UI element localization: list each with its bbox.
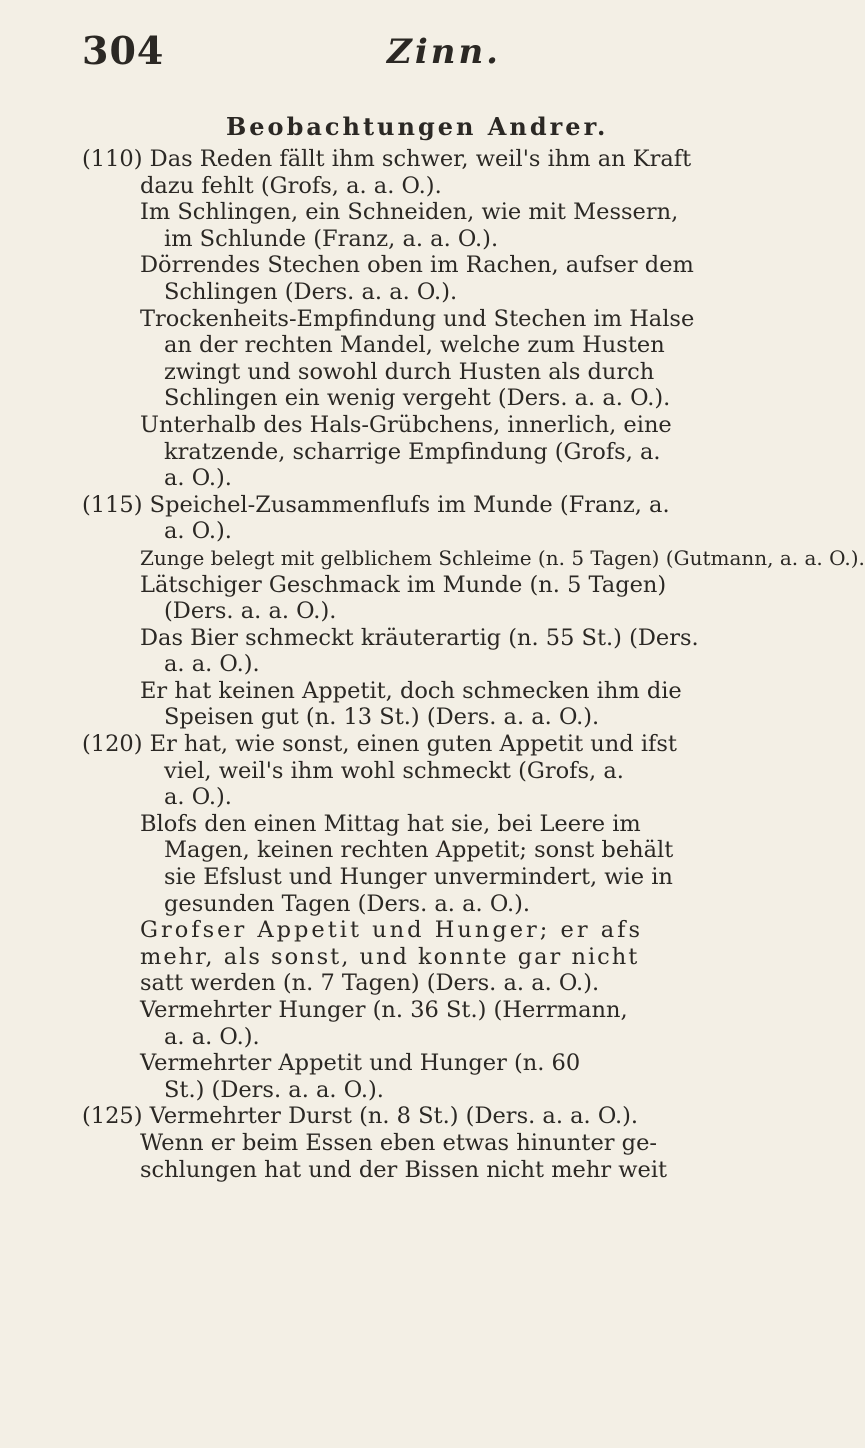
text-line: kratzende, scharrige Empfindung (Grofs, a.	[164, 438, 661, 465]
text-line: Unterhalb des Hals-Grübchens, innerlich, eine	[140, 411, 672, 438]
text-line: Grofser Appetit und Hunger; er afs	[140, 917, 644, 944]
text-line: viel, weil's ihm wohl schmeckt (Grofs, a.	[164, 757, 624, 784]
text-line: mehr, als sonst, und konnte gar nicht	[140, 943, 640, 970]
text-line: Speisen gut (n. 13 St.) (Ders. a. a. O.).	[164, 704, 600, 731]
text-line: Blofs den einen Mittag hat sie, bei Leere im	[140, 810, 641, 837]
text-line: Magen, keinen rechten Appetit; sonst behält	[164, 837, 674, 864]
text-line: a. a. O.).	[164, 651, 260, 678]
text-line: St.) (Ders. a. a. O.).	[164, 1076, 384, 1103]
text-line: (120) Er hat, wie sonst, einen guten Appetit und ifst	[82, 731, 677, 758]
text-line: (110) Das Reden fällt ihm schwer, weil's ihm an Kraft	[82, 146, 692, 172]
text-line: Zunge belegt mit gelblichem Schleime (n. 5 Tagen) (Gutmann, a. a. O.).	[140, 545, 865, 570]
page-header	[82, 28, 760, 78]
text-line: gesunden Tagen (Ders. a. a. O.).	[164, 890, 531, 917]
text-line: an der rechten Mandel, welche zum Husten	[164, 332, 665, 359]
body-text	[82, 146, 865, 1183]
text-line: Schlingen (Ders. a. a. O.).	[164, 278, 458, 305]
text-line: dazu fehlt (Grofs, a. a. O.).	[140, 172, 442, 199]
text-line: Das Bier schmeckt kräuterartig (n. 55 St.) (Ders.	[140, 624, 699, 651]
text-line: a. O.).	[164, 784, 232, 811]
running-title: Zinn.	[387, 32, 502, 72]
text-line: Im Schlingen, ein Schneiden, wie mit Messern,	[140, 199, 679, 226]
text-line: Er hat keinen Appetit, doch schmecken ihm die	[140, 677, 682, 704]
text-line: (125) Vermehrter Durst (n. 8 St.) (Ders. a. a. O.).	[82, 1103, 639, 1130]
text-line: a. a. O.).	[164, 1023, 260, 1050]
text-line: schlungen hat und der Bissen nicht mehr weit	[140, 1156, 668, 1183]
page-number: 304	[82, 28, 165, 73]
section-heading: Beobachtungen Andrer.	[226, 112, 609, 141]
text-line: Vermehrter Hunger (n. 36 St.) (Herrmann,	[140, 997, 628, 1023]
text-line: (115) Speichel-Zusammenflufs im Munde (Franz, a.	[82, 491, 670, 518]
text-line: satt werden (n. 7 Tagen) (Ders. a. a. O.).	[140, 970, 600, 997]
text-line: im Schlunde (Franz, a. a. O.).	[164, 225, 499, 252]
text-line: Dörrendes Stechen oben im Rachen, aufser dem	[140, 252, 694, 279]
text-line: Trockenheits-Empfindung und Stechen im Halse	[140, 305, 695, 332]
text-line: (Ders. a. a. O.).	[164, 598, 337, 625]
text-line: a. O.).	[164, 518, 232, 545]
text-line: a. O.).	[164, 465, 232, 492]
text-line: zwingt und sowohl durch Husten als durch	[164, 358, 655, 385]
text-line: Vermehrter Appetit und Hunger (n. 60	[140, 1050, 581, 1077]
text-line: Lätschiger Geschmack im Munde (n. 5 Tagen)	[140, 571, 667, 598]
text-line: Schlingen ein wenig vergeht (Ders. a. a. O.).	[164, 385, 671, 412]
text-line: sie Efslust und Hunger unvermindert, wie in	[164, 864, 673, 891]
text-line: Wenn er beim Essen eben etwas hinunter ge-	[140, 1129, 657, 1156]
